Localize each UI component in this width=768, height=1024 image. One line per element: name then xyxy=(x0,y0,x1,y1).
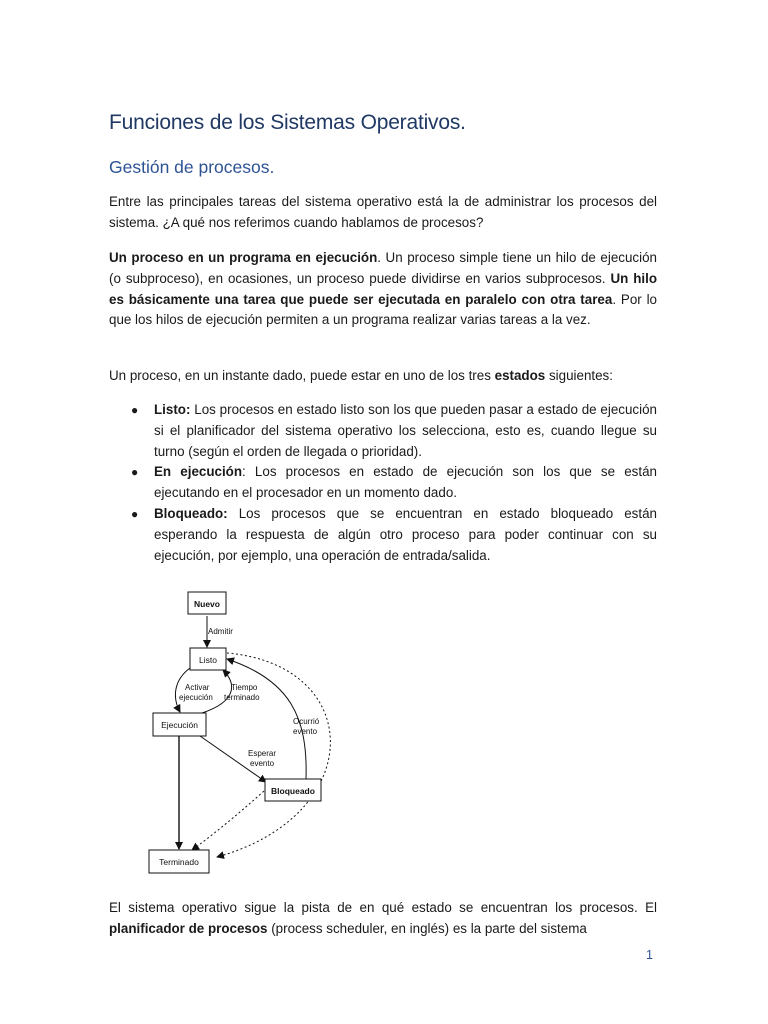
state-description: Los procesos en estado listo son los que pueden pasar a estado de ejecución si el planificador del sistema operativo los selecciona, esto es, cuando llegue su turno (según el orden de llegada o prioridad). xyxy=(154,402,657,459)
node-label: Terminado xyxy=(159,857,199,867)
bullet-icon: ● xyxy=(131,506,139,521)
list-item xyxy=(109,400,657,462)
edge-label-terminado: terminado xyxy=(224,693,260,702)
bullet-icon: ● xyxy=(131,403,139,417)
edge-label-ocurrio: Ocurrió xyxy=(293,717,320,726)
paragraph-text: . Por lo que los hilos de ejecución permiten a un programa realizar varias tareas a la vez. xyxy=(109,291,658,328)
paragraph-text: El sistema operativo sigue la pista de en qué estado se encuentran los procesos. El xyxy=(109,900,657,915)
node-label: Listo xyxy=(199,655,217,665)
node-ejecucion xyxy=(153,713,206,736)
bloqueado-terminado-dotted-arrow xyxy=(192,791,264,850)
page-title: Funciones de los Sistemas Operativos. xyxy=(109,111,466,134)
process-definition-paragraph xyxy=(109,248,657,331)
state-label: Listo: xyxy=(154,402,191,417)
edge-label-ejecucion: ejecución xyxy=(179,693,213,702)
state-description: : Los procesos en estado de ejecución son los que se están ejecutando en el procesador en un momento dado. xyxy=(154,464,657,501)
edge-label-activar: Activar xyxy=(185,683,210,692)
node-nuevo xyxy=(188,592,226,614)
node-label: Ejecución xyxy=(161,720,198,730)
bullet-icon: ● xyxy=(131,465,139,480)
bold-states: estados xyxy=(494,368,546,383)
page-number: 1 xyxy=(646,948,653,962)
paragraph-text: . Un proceso simple tiene un hilo de ejecución (o subproceso), en ocasiones, un proceso puede dividirse en varios subprocesos. xyxy=(109,250,657,286)
node-label: Bloqueado xyxy=(271,786,315,796)
list-item xyxy=(109,462,657,504)
edge-label-evento: evento xyxy=(293,727,318,736)
process-state-diagram xyxy=(140,585,360,880)
node-terminado xyxy=(149,850,209,873)
paragraph-text: (process scheduler, en inglés) es la parte del sistema xyxy=(267,920,587,936)
edge-label-esperar: Esperar xyxy=(248,749,277,758)
bold-scheduler: planificador de procesos xyxy=(109,920,268,936)
node-bloqueado xyxy=(265,779,321,801)
state-label: En ejecución xyxy=(154,464,243,480)
edge-label-admitir: Admitir xyxy=(208,627,233,636)
states-list xyxy=(109,400,657,566)
bold-process-definition: Un proceso en un programa en ejecución xyxy=(109,250,378,265)
edge-label-tiempo: Tiempo xyxy=(231,683,258,692)
list-item xyxy=(109,504,657,566)
bold-thread-definition: Un hilo es básicamente una tarea que puede ser ejecutada en paralelo con otra tarea xyxy=(109,270,658,307)
section-heading: Gestión de procesos. xyxy=(109,157,275,177)
node-label: Nuevo xyxy=(194,599,220,609)
paragraph-text: Un proceso, en un instante dado, puede estar en uno de los tres xyxy=(109,368,495,383)
edge-label-evento: evento xyxy=(250,759,275,768)
states-intro-paragraph xyxy=(109,366,657,387)
intro-paragraph: Entre las principales tareas del sistema operativo está la de administrar los procesos del sistema. ¿A qué nos referimos cuando hablamos de procesos? xyxy=(109,194,657,230)
scheduler-paragraph xyxy=(109,898,657,940)
node-listo xyxy=(190,648,226,670)
paragraph-text: siguientes: xyxy=(545,368,613,383)
state-label: Bloqueado: xyxy=(154,505,228,521)
state-description: Los procesos que se encuentran en estado bloqueado están esperando la respuesta de algún otro proceso para poder continuar con su ejecución, por ejemplo, una operación de entrada/salida. xyxy=(154,505,657,563)
